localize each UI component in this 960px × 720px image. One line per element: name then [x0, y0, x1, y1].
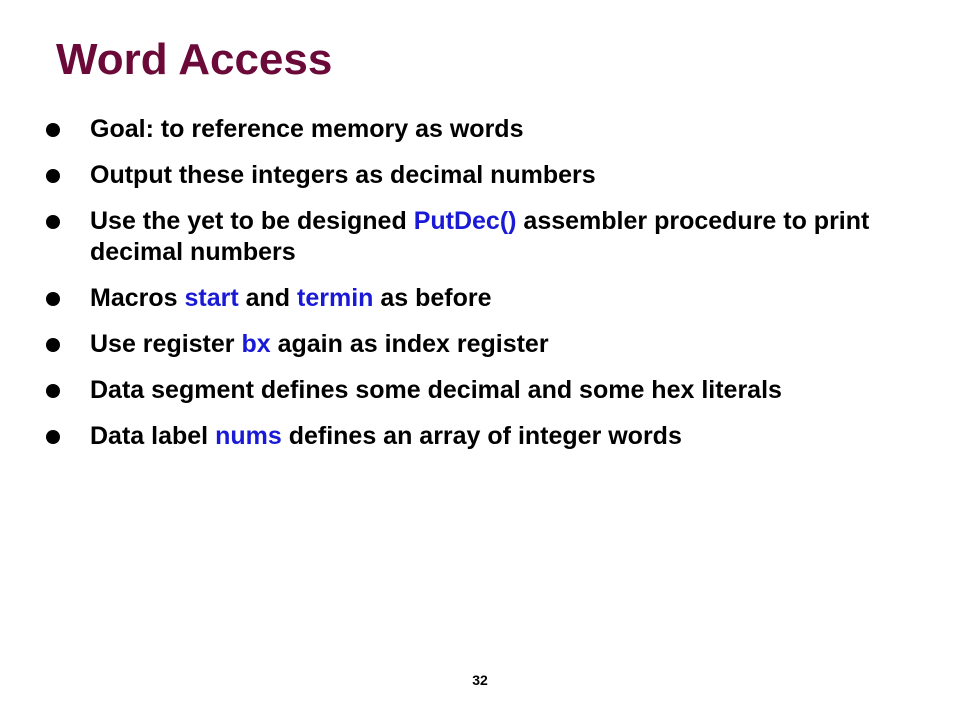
bullet-item	[44, 421, 924, 452]
bullet-item	[44, 114, 924, 145]
bullet-list	[44, 114, 924, 467]
bullet-dot-icon	[46, 215, 60, 229]
bullet-text: Use register	[90, 330, 242, 358]
bullet-item	[44, 375, 924, 406]
bullet-text: assembler procedure to print decimal numbers	[90, 207, 870, 266]
bullet-dot-icon	[46, 338, 60, 352]
bullet-text: Output these integers as decimal numbers	[90, 161, 596, 189]
bullet-text: Data label	[90, 422, 216, 450]
bullet-text: Goal: to reference memory as words	[90, 115, 524, 143]
slide-title: Word Access	[56, 35, 333, 84]
bullet-item	[44, 160, 924, 191]
bullet-dot-icon	[46, 430, 60, 444]
page-number: 32	[472, 672, 488, 688]
bullet-dot-icon	[46, 384, 60, 398]
code-term-termin: termin	[297, 284, 374, 312]
bullet-text: Use the yet to be designed	[90, 207, 414, 235]
code-term-start: start	[184, 284, 239, 312]
bullet-text: as before	[373, 284, 492, 312]
bullet-dot-icon	[46, 169, 60, 183]
bullet-item	[44, 283, 924, 314]
bullet-text: defines an array of integer words	[281, 422, 682, 450]
bullet-dot-icon	[46, 292, 60, 306]
bullet-text: and	[238, 284, 298, 312]
code-term-bx: bx	[241, 330, 271, 358]
bullet-text: Macros	[90, 284, 185, 312]
code-term-putdec: PutDec()	[413, 207, 517, 235]
bullet-item	[44, 206, 924, 268]
bullet-dot-icon	[46, 123, 60, 137]
bullet-item	[44, 329, 924, 360]
code-term-nums: nums	[215, 422, 282, 450]
bullet-text: again as index register	[270, 330, 549, 358]
bullet-text: Data segment defines some decimal and some hex literals	[90, 376, 782, 404]
